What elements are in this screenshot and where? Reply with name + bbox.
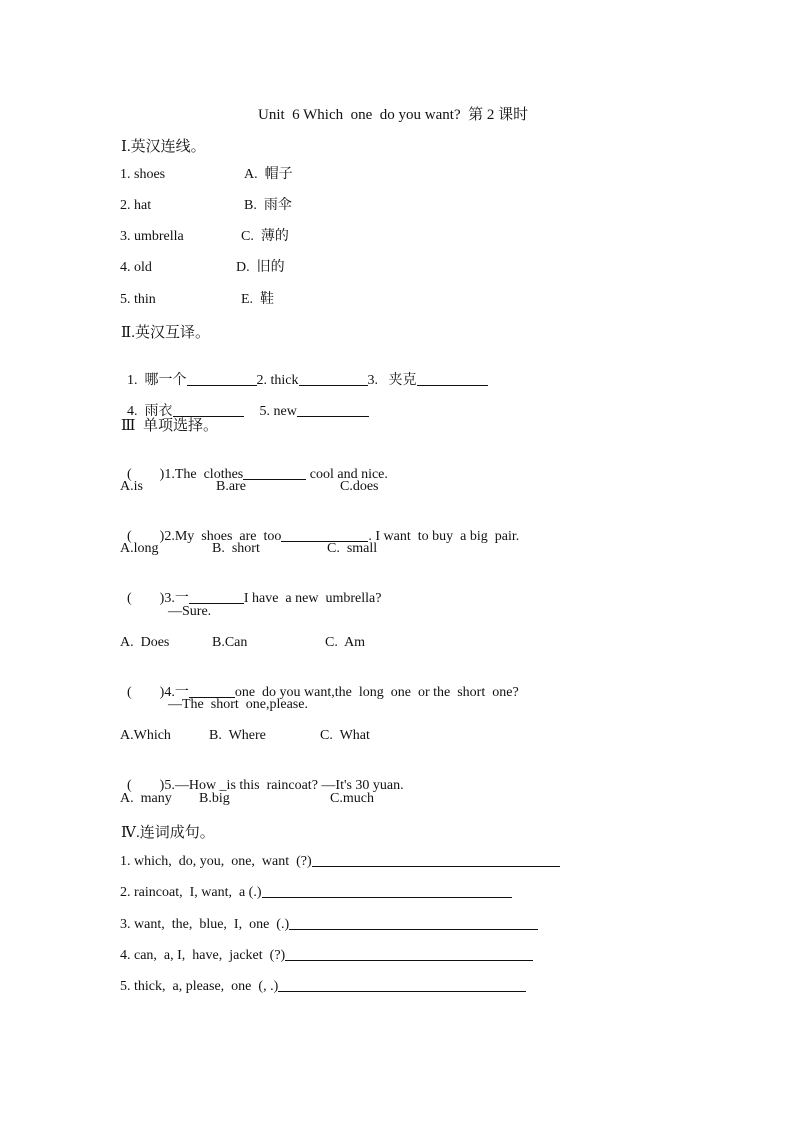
- section4-heading: Ⅳ.连词成句。: [121, 825, 215, 841]
- translate-item: 4. 雨衣: [127, 404, 173, 419]
- question-stem: I have a new umbrella?: [243, 591, 382, 606]
- match-english-item: 4. old: [120, 260, 152, 275]
- option-c: C. Am: [325, 635, 366, 650]
- match-english-item: 1. shoes: [120, 167, 166, 182]
- option-a: A. Does: [120, 635, 170, 650]
- question-stem: . I want to buy a big pair.: [368, 529, 520, 544]
- match-chinese-item: D. 旧的: [236, 260, 285, 275]
- match-chinese-item: A. 帽子: [244, 167, 293, 182]
- match-chinese-item: E. 鞋: [241, 292, 275, 307]
- answer-line[interactable]: [312, 852, 560, 867]
- question-stem: 2.My shoes are too: [164, 529, 282, 544]
- question-3: [120, 571, 381, 608]
- option-c: C. small: [327, 541, 378, 556]
- match-chinese-item: C. 薄的: [241, 229, 289, 244]
- match-chinese-item: B. 雨伞: [244, 198, 292, 213]
- answer-blank[interactable]: [243, 465, 306, 480]
- word-list: 3. want, the, blue, I, one (.): [120, 917, 290, 932]
- match-english-item: 3. umbrella: [120, 229, 184, 244]
- sentence-row: [120, 946, 533, 965]
- option-a: A. many: [120, 791, 172, 806]
- word-list: 5. thick, a, please, one (, .): [120, 979, 279, 994]
- answer-bracket[interactable]: ( ): [127, 778, 165, 793]
- question-2: [120, 509, 519, 546]
- word-list: 2. raincoat, I, want, a (.): [120, 885, 262, 900]
- question-answer: —Sure.: [168, 604, 212, 619]
- answer-blank[interactable]: [189, 589, 244, 604]
- option-b: B. Where: [209, 728, 266, 743]
- section3-heading: Ⅲ 单项选择。: [121, 418, 218, 434]
- answer-line[interactable]: [278, 977, 526, 992]
- answer-blank[interactable]: [297, 402, 369, 417]
- section2-heading: Ⅱ.英汉互译。: [121, 325, 210, 341]
- option-a: A.long: [120, 541, 159, 556]
- question-stem: 5.—How _is this raincoat? —It's 30 yuan.: [164, 778, 404, 793]
- answer-bracket[interactable]: ( ): [127, 685, 165, 700]
- option-b: B.Can: [212, 635, 248, 650]
- answer-bracket[interactable]: ( ): [127, 591, 165, 606]
- question-stem: one do you want,the long one or the short one?: [234, 685, 519, 700]
- option-c: C.much: [330, 791, 374, 806]
- word-list: 1. which, do, you, one, want (?): [120, 854, 312, 869]
- sentence-row: [120, 852, 560, 871]
- answer-bracket[interactable]: ( ): [127, 529, 165, 544]
- answer-line[interactable]: [289, 915, 538, 930]
- section1-heading: Ⅰ.英汉连线。: [121, 139, 206, 155]
- question-stem: cool and nice.: [306, 467, 388, 482]
- page-title: Unit 6 Which one do you want? 第 2 课时: [258, 107, 529, 123]
- answer-line[interactable]: [262, 883, 512, 898]
- answer-bracket[interactable]: ( ): [127, 467, 165, 482]
- sentence-row: [120, 915, 538, 934]
- match-english-item: 5. thin: [120, 292, 156, 307]
- option-a: A.is: [120, 479, 143, 494]
- word-list: 4. can, a, I, have, jacket (?): [120, 948, 286, 963]
- question-stem: 4.一: [164, 685, 189, 700]
- option-c: C. What: [320, 728, 370, 743]
- translate-item: 2. thick: [256, 373, 299, 388]
- sentence-row: [120, 977, 526, 996]
- translate-item: 1. 哪一个: [127, 373, 187, 388]
- answer-line[interactable]: [285, 946, 533, 961]
- option-c: C.does: [340, 479, 379, 494]
- option-b: B.are: [216, 479, 246, 494]
- option-b: B.big: [199, 791, 230, 806]
- question-stem: 1.The clothes: [164, 467, 244, 482]
- match-english-item: 2. hat: [120, 198, 152, 213]
- option-a: A.Which: [120, 728, 171, 743]
- option-b: B. short: [212, 541, 260, 556]
- translate-item: 3. 夹克: [367, 373, 417, 388]
- sentence-row: [120, 883, 512, 902]
- answer-blank[interactable]: [417, 371, 488, 386]
- question-answer: —The short one,please.: [168, 697, 308, 712]
- question-stem: 3.一: [164, 591, 189, 606]
- translate-item: 5. new: [259, 404, 297, 419]
